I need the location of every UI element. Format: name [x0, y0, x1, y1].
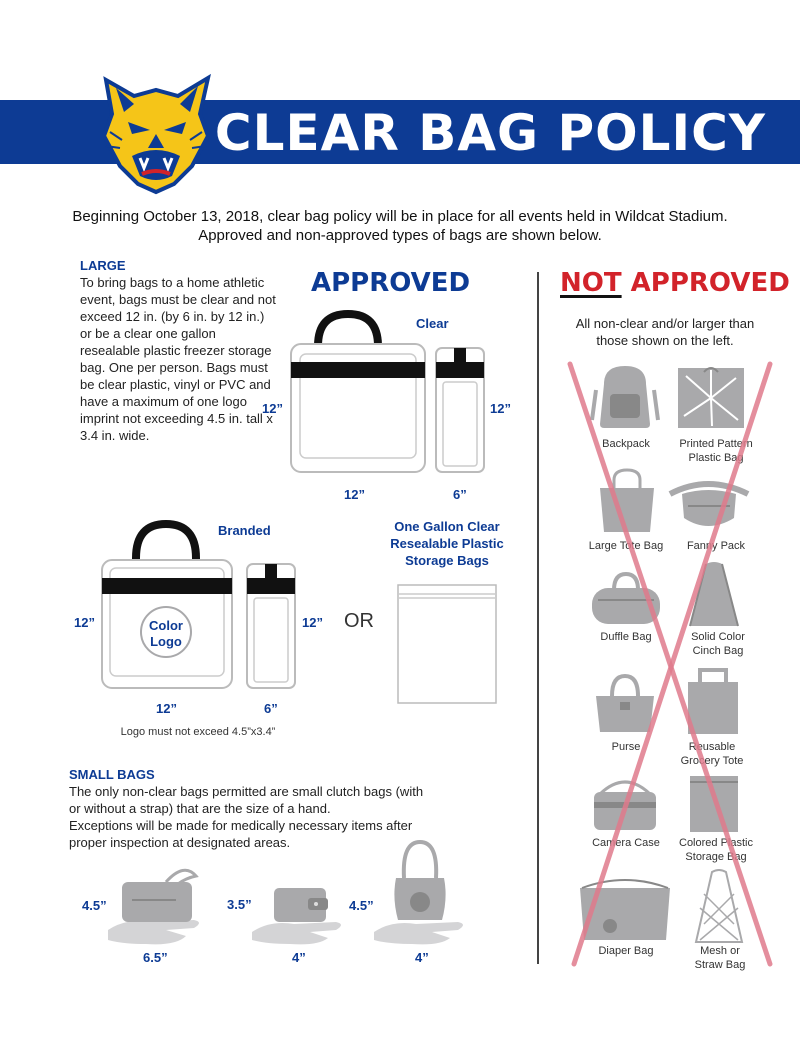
small-item-2-width: 4” [292, 950, 306, 965]
wallet-on-hand-icon [250, 874, 346, 946]
branded-tote-bag-icon [100, 518, 234, 690]
not-item-colored-plastic-line-2: Storage Bag [685, 851, 747, 863]
not-item-printed-pattern-line-2: Plastic Bag [688, 452, 744, 464]
not-approved-line-2: those shown on the left. [596, 333, 734, 348]
color-logo-line-2: Logo [150, 634, 182, 649]
not-item-grocery-tote-line-1: Reusable [688, 741, 736, 753]
not-item-grocery-tote-line-2: Grocery Tote [680, 755, 744, 767]
gallon-bag-label [378, 518, 516, 569]
gallon-line-2: Resealable Plastic [390, 536, 504, 551]
small-bags-heading: SMALL BAGS [69, 767, 155, 782]
clutch-on-hand-icon [106, 860, 206, 946]
small-item-1-width: 6.5” [143, 950, 168, 965]
gallon-storage-bag-icon [397, 584, 497, 704]
small-line-3: Exceptions will be made for medically necessary items after [69, 818, 413, 833]
not-approved-line-1: All non-clear and/or larger than [575, 316, 755, 331]
not-item-printed-pattern-line-1: Printed Pattern [679, 438, 753, 450]
small-line-2: or without a strap) that are the size of a hand. [69, 801, 331, 816]
wildcat-mascot-logo [96, 74, 216, 194]
logo-size-note: Logo must not exceed 4.5”x3.4” [120, 726, 276, 738]
not-item-mesh-bag-line-2: Straw Bag [694, 959, 746, 971]
intro-line-2: Approved and non-approved types of bags are shown below. [198, 227, 602, 244]
small-purse-on-hand-icon [372, 838, 468, 946]
intro-text [40, 207, 760, 245]
not-item-backpack-line-1: Backpack [602, 438, 650, 450]
small-line-4: proper inspection at designated areas. [69, 835, 291, 850]
not-item-purse-line-1: Purse [611, 741, 641, 753]
section-divider [537, 272, 539, 964]
branded-bag-side-icon [245, 562, 297, 690]
clear-tote-bag-icon [288, 306, 428, 476]
not-item-camera-case-line-1: Camera Case [592, 837, 660, 849]
not-approved-heading [560, 268, 790, 298]
clear-bag-width: 12” [344, 487, 365, 502]
branded-bag-width: 12” [156, 701, 177, 716]
clear-side-height: 12” [490, 401, 511, 416]
large-heading: LARGE [80, 258, 126, 273]
large-description: To bring bags to a home athletic event, bags must be clear and not exceed 12 in. (by 6 in. by 12 in.) or be a clear one gallon resealable plastic freezer storage bag. One per person. Bags must be clear plastic, vinyl or PVC and have a maximum of one logo imprint not exceeding 4.5 in. tall x 3.4 in. wide. [80, 275, 276, 443]
clear-side-depth: 6” [453, 487, 467, 502]
small-item-3-width: 4” [415, 950, 429, 965]
or-separator: OR [344, 610, 374, 632]
not-approved-x-mark [560, 360, 780, 970]
gallon-line-3: Storage Bags [405, 553, 489, 568]
clear-label: Clear [416, 316, 449, 331]
not-item-cinch-line-1: Solid Color [691, 631, 745, 643]
gallon-line-1: One Gallon Clear [394, 519, 500, 534]
small-item-2-height: 3.5” [227, 897, 252, 912]
not-item-large-tote-line-1: Large Tote Bag [588, 540, 664, 552]
approved-word: APPROVED [621, 268, 790, 298]
not-word: NOT [560, 268, 622, 298]
not-item-mesh-bag-line-1: Mesh or [700, 945, 740, 957]
small-line-1: The only non-clear bags permitted are small clutch bags (with [69, 784, 424, 799]
branded-side-depth: 6” [264, 701, 278, 716]
branded-side-height: 12” [302, 615, 323, 630]
clear-bag-side-icon [434, 346, 486, 474]
small-item-1-height: 4.5” [82, 898, 107, 913]
not-item-cinch-line-2: Cinch Bag [692, 645, 744, 657]
clear-bag-height: 12” [262, 401, 283, 416]
not-item-fanny-pack-line-1: Fanny Pack [686, 540, 746, 552]
not-item-diaper-bag-line-1: Diaper Bag [598, 945, 654, 957]
color-logo-line-1: Color [149, 618, 183, 633]
intro-line-1: Beginning October 13, 2018, clear bag policy will be in place for all events held in Wildcat Stadium. [72, 208, 728, 225]
small-item-3-height: 4.5” [349, 898, 374, 913]
branded-bag-height: 12” [74, 615, 95, 630]
not-item-duffle-line-1: Duffle Bag [600, 631, 652, 643]
branded-label: Branded [218, 523, 271, 538]
approved-heading: APPROVED [311, 268, 471, 298]
color-logo-badge [142, 618, 190, 650]
not-approved-description [560, 315, 770, 349]
not-item-colored-plastic-line-1: Colored Plastic [679, 837, 753, 849]
page-title: CLEAR BAG POLICY [214, 104, 766, 162]
